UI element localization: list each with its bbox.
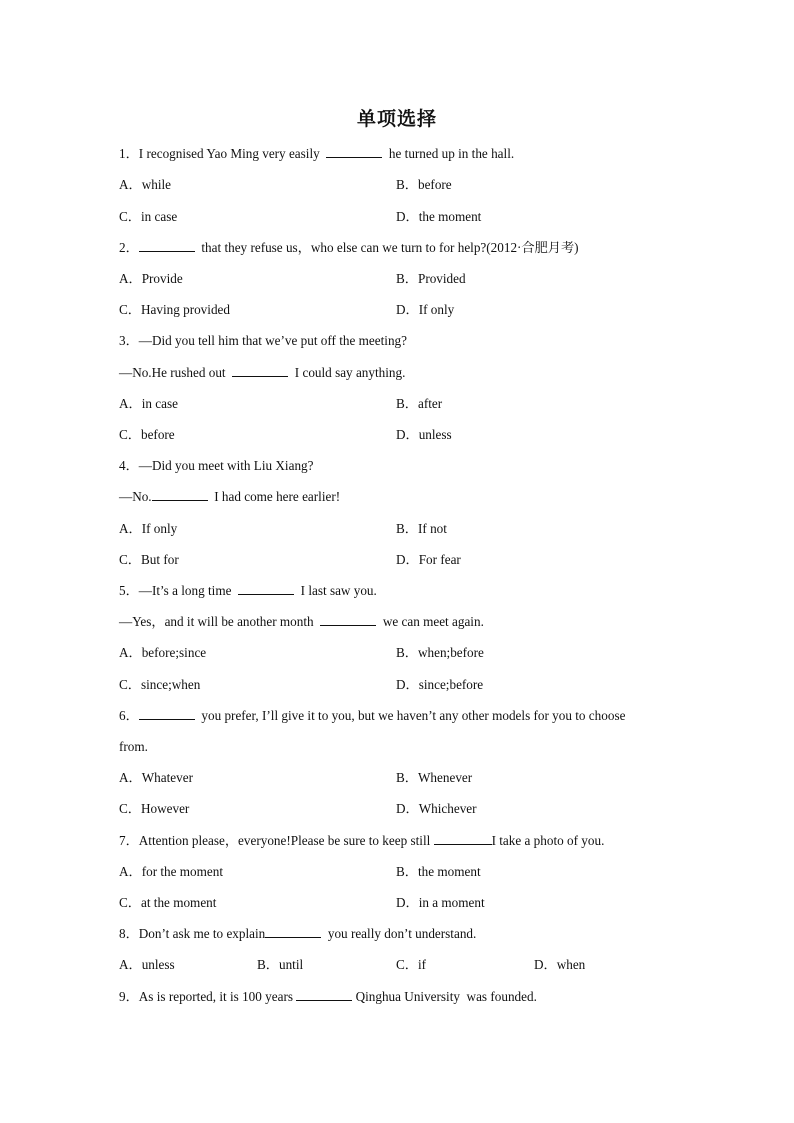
page-title: 单项选择 [356, 108, 437, 130]
answer-blank [152, 488, 208, 501]
question-8 [119, 925, 476, 943]
question-3-reply [119, 364, 405, 382]
answer-blank [265, 925, 321, 938]
question-text: 2． [119, 240, 139, 255]
option-c: C．at the moment [119, 895, 217, 910]
option-c: C．Having provided [119, 302, 230, 317]
question-text: 9．As is reported, it is 100 years [119, 989, 297, 1004]
question-2 [119, 239, 579, 257]
question-text: you really don’t understand. [321, 926, 477, 941]
answer-blank [434, 832, 492, 845]
option-c: C．in case [119, 209, 178, 224]
question-text: —No.He rushed out [119, 365, 233, 380]
answer-blank [232, 364, 288, 377]
question-text: —No. [119, 489, 152, 504]
question-3: 3．—Did you tell him that we’ve put off the meeting? [119, 333, 407, 348]
option-d: D．unless [396, 427, 452, 442]
option-a: A．Whatever [119, 770, 193, 785]
question-5 [119, 582, 377, 600]
option-a: A．for the moment [119, 864, 224, 879]
answer-blank [326, 145, 382, 158]
question-text: 7．Attention please，everyone!Please be sure to keep still [119, 833, 434, 848]
question-text: I had come here earlier! [207, 489, 341, 504]
question-text: Qinghua University was founded. [352, 989, 537, 1004]
question-text: we can meet again. [376, 614, 484, 629]
question-text: —Yes，and it will be another month [119, 614, 321, 629]
option-a: A．before;since [119, 645, 207, 660]
answer-blank [238, 582, 294, 595]
option-d: D．when [534, 957, 586, 972]
question-text: you prefer, I’ll give it to you, but we haven’t any other models for you to choose [194, 708, 626, 723]
question-6-continued: from. [119, 739, 148, 754]
option-c: C．since;when [119, 677, 201, 692]
option-a: A．If only [119, 521, 178, 536]
option-c: C．But for [119, 552, 179, 567]
option-d: D．Whichever [396, 801, 477, 816]
option-b: B．the moment [396, 864, 481, 879]
option-a: A．while [119, 177, 172, 192]
question-5-reply [119, 613, 484, 631]
option-c: C．if [396, 957, 427, 972]
option-b: B．If not [396, 521, 447, 536]
question-text: I could say anything. [288, 365, 406, 380]
option-b: B．before [396, 177, 452, 192]
question-text: he turned up in the hall. [382, 146, 515, 161]
answer-blank [139, 239, 195, 252]
option-d: D．For fear [396, 552, 461, 567]
option-a: A．unless [119, 957, 175, 972]
question-text: 5．—It’s a long time [119, 583, 239, 598]
option-d: D．in a moment [396, 895, 485, 910]
option-d: D．the moment [396, 209, 482, 224]
option-c: C．before [119, 427, 175, 442]
question-text: 1．I recognised Yao Ming very easily [119, 146, 327, 161]
option-b: B．Whenever [396, 770, 473, 785]
question-text: 8．Don’t ask me to explain [119, 926, 266, 941]
answer-blank [139, 707, 195, 720]
option-d: D．If only [396, 302, 455, 317]
question-text: 6． [119, 708, 139, 723]
option-b: B．after [396, 396, 443, 411]
question-4: 4．—Did you meet with Liu Xiang? [119, 458, 314, 473]
option-d: D．since;before [396, 677, 484, 692]
question-9 [119, 988, 537, 1006]
question-text: I last saw you. [294, 583, 377, 598]
question-7 [119, 832, 604, 850]
question-text: that they refuse us，who else can we turn to for help?(2012·合肥月考) [194, 240, 579, 255]
question-1 [119, 145, 514, 163]
option-c: C．However [119, 801, 190, 816]
option-a: A．Provide [119, 271, 183, 286]
option-b: B．Provided [396, 271, 466, 286]
option-b: B．when;before [396, 645, 484, 660]
option-a: A．in case [119, 396, 178, 411]
question-4-reply [119, 488, 340, 506]
option-b: B．until [257, 957, 304, 972]
question-text: I take a photo of you. [491, 833, 605, 848]
question-6 [119, 707, 625, 725]
answer-blank [296, 988, 352, 1001]
answer-blank [320, 613, 376, 626]
